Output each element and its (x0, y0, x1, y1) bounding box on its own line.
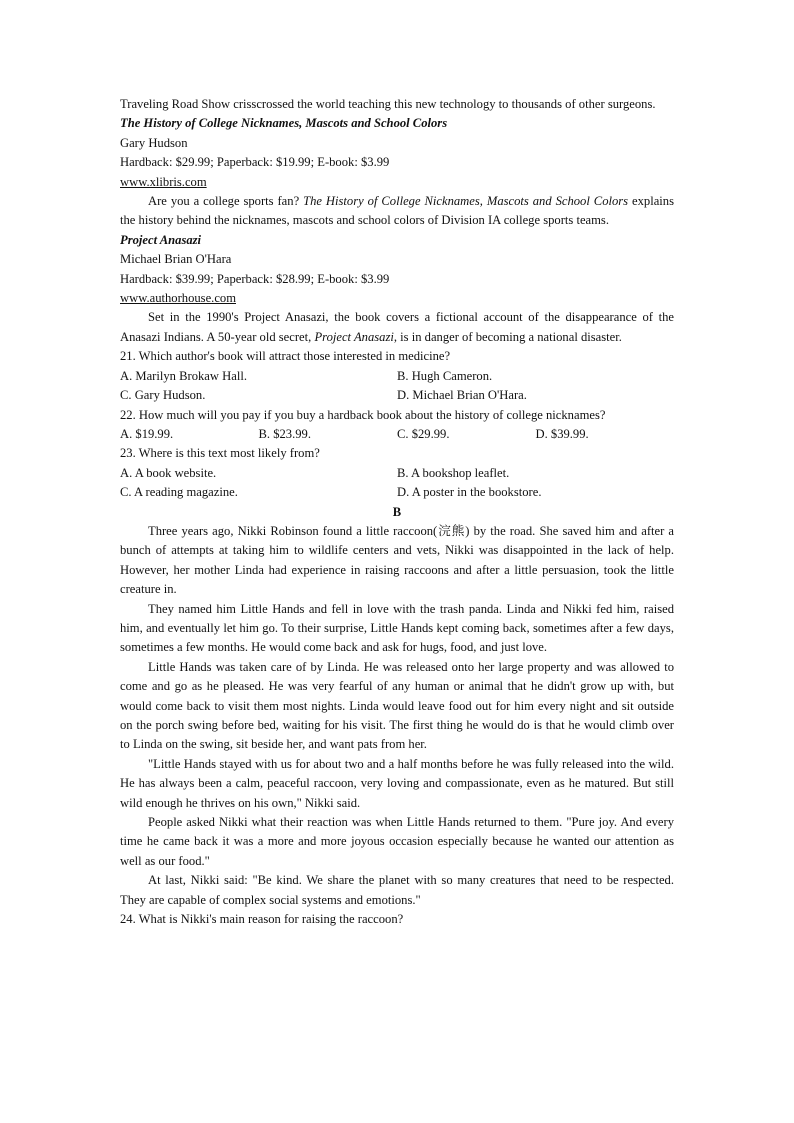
book-title: Project Anasazi (120, 232, 202, 247)
option-a: A. A book website. (120, 465, 217, 480)
book-desc-italic-title: Project Anasazi (314, 329, 394, 344)
book-desc-text: Are you a college sports fan? (148, 194, 304, 209)
book-prices: Hardback: $29.99; Paperback: $19.99; E-book: $3.99 (120, 155, 390, 170)
book-description (120, 192, 674, 231)
option-d: D. Michael Brian O'Hara. (397, 388, 527, 403)
section-heading: B (392, 504, 402, 519)
option-row (120, 425, 674, 444)
book-author: Gary Hudson (120, 135, 188, 150)
book-desc-text: , is in danger of becoming a national disaster. (393, 329, 622, 344)
passage-paragraph: Three years ago, Nikki Robinson found a little raccoon(浣熊) by the road. She saved him and after a bunch of attempts at taking him to wildlife centers and vets, Nikki was disappointed in the lack of help. However, her mother Linda had experience in raising raccoons and after a little persuasion, took the little creature in. (120, 523, 674, 597)
passage-paragraph: Little Hands was taken care of by Linda. He was released onto her large property and was allowed to come and go as he pleased. He was very fearful of any human or animal that he didn't grow up with, but would come back to visit them most nights. Linda would leave food out for him every night and sit outside on the porch swing before bed, waiting for his visit. The first thing he would do is that he would climb over to Linda on the swing, sit beside her, and want pats from her. (120, 659, 674, 752)
passage-paragraph: People asked Nikki what their reaction was when Little Hands returned to them. "Pure joy. And every time he came back it was a more and more joyous occasion especially because he wanted our attention as well as our food." (120, 815, 674, 868)
option-row (120, 367, 674, 386)
passage-paragraph: "Little Hands stayed with us for about two and a half months before he was fully released into the wild. He has always been a calm, peaceful raccoon, very loving and compassionate, even as he matured. But still wild enough he thrives on his own," Nikki said. (120, 756, 674, 810)
book-prices: Hardback: $39.99; Paperback: $28.99; E-book: $3.99 (120, 271, 390, 286)
option-c: C. Gary Hudson. (120, 388, 206, 403)
option-row (120, 464, 674, 483)
question-stem: 24. What is Nikki's main reason for raising the raccoon? (120, 912, 404, 927)
book-desc-text: Set in the 1990's Project Anasazi, the book covers a fictional account of the disappearance of the Anasazi Indians. A 50-year old secret, (120, 310, 674, 344)
book-author: Michael Brian O'Hara (120, 252, 232, 267)
question-stem: 23. Where is this text most likely from? (120, 446, 320, 461)
question-stem: 22. How much will you pay if you buy a hardback book about the history of college nicknames? (120, 407, 606, 422)
question-stem: 21. Which author's book will attract those interested in medicine? (120, 349, 451, 364)
option-row (120, 386, 674, 405)
book-website-link[interactable]: www.authorhouse.com (120, 291, 236, 306)
book-desc-text: explains the history behind the nicknames, mascots and school colors of Division IA college sports teams. (120, 194, 674, 228)
option-c: C. $29.99. (397, 426, 450, 441)
option-b: B. A bookshop leaflet. (397, 465, 510, 480)
book-desc-italic-title: The History of College Nicknames, Mascots and School Colors (303, 194, 629, 209)
passage-paragraph: They named him Little Hands and fell in love with the trash panda. Linda and Nikki fed him, raised him, and eventually let him go. To their surprise, Little Hands kept coming back, sometimes after a few days, sometimes a few months. He would come back and ask for hugs, food, and just love. (120, 601, 674, 655)
book-website-link[interactable]: www.xlibris.com (120, 174, 207, 189)
document-page (120, 95, 674, 929)
intro-tail-text: Traveling Road Show crisscrossed the world teaching this new technology to thousands of other surgeons. (120, 97, 656, 111)
option-a: A. $19.99. (120, 426, 174, 441)
option-c: C. A reading magazine. (120, 485, 238, 500)
option-b: B. $23.99. (258, 426, 311, 441)
option-b: B. Hugh Cameron. (397, 368, 493, 383)
option-a: A. Marilyn Brokaw Hall. (120, 368, 247, 383)
option-row (120, 483, 674, 502)
option-d: D. $39.99. (535, 426, 589, 441)
passage-paragraph: At last, Nikki said: "Be kind. We share the planet with so many creatures that need to be respected. They are capable of complex social systems and emotions." (120, 873, 674, 907)
option-d: D. A poster in the bookstore. (397, 485, 542, 500)
book-description (120, 308, 674, 347)
book-title: The History of College Nicknames, Mascots and School Colors (120, 116, 448, 131)
